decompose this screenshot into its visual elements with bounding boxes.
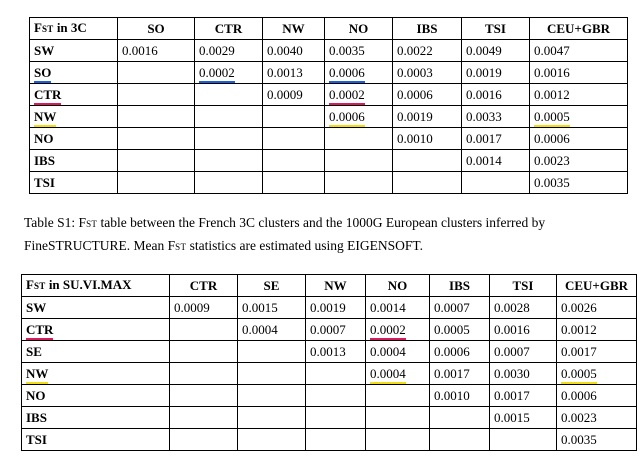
fst-cell: [263, 106, 325, 128]
table-body: [22, 297, 637, 451]
table-row: [22, 341, 637, 363]
highlighted-fst-value: 0.0002: [329, 86, 365, 105]
row-label: [22, 429, 170, 451]
fst-cell: [393, 106, 462, 128]
fst-cell: [306, 407, 366, 429]
fst-cell: [306, 363, 366, 385]
fst-cell: [366, 341, 430, 363]
underlined-row-label: SO: [34, 64, 51, 83]
row-label-text: TSI: [34, 174, 55, 190]
fst-cell: [530, 84, 628, 106]
fst-cell: [306, 429, 366, 451]
fst-cell: [462, 128, 530, 150]
fst-cell: [490, 297, 557, 319]
row-label: [22, 297, 170, 319]
fst-value: 0.0023: [534, 152, 570, 168]
fst-cell: [462, 172, 530, 194]
fst-cell: [195, 150, 263, 172]
table-row: [22, 363, 637, 385]
fst-cell: [530, 62, 628, 84]
fst-cell: [118, 128, 195, 150]
fst-cell: [170, 319, 238, 341]
underlined-row-label: NW: [34, 108, 56, 127]
table-corner-label: FST in 3C: [30, 18, 118, 40]
row-label: [30, 62, 118, 84]
table-row: [22, 297, 637, 319]
column-header: CTR: [170, 275, 238, 297]
row-label: [30, 40, 118, 62]
fst-value: 0.0009: [174, 299, 210, 315]
fst-cell: [366, 429, 430, 451]
fst-value: 0.0006: [561, 387, 597, 403]
table-row: [22, 319, 637, 341]
fst-cell: [238, 429, 306, 451]
fst-cell: [263, 128, 325, 150]
fst-cell: [393, 172, 462, 194]
row-label: [30, 128, 118, 150]
fst-cell: [430, 407, 490, 429]
fst-value: 0.0033: [466, 108, 502, 124]
fst-cell: [490, 363, 557, 385]
fst-cell: [306, 385, 366, 407]
fst-value: 0.0040: [267, 42, 303, 58]
fst-value: 0.0017: [494, 387, 530, 403]
fst-cell: [462, 62, 530, 84]
fst-value: 0.0017: [434, 365, 470, 381]
fst-cell: [393, 40, 462, 62]
fst-cell: [118, 106, 195, 128]
fst-cell: [430, 385, 490, 407]
row-label: [22, 319, 170, 341]
fst-cell: [195, 128, 263, 150]
fst-cell: [263, 150, 325, 172]
fst-cell: [366, 297, 430, 319]
table-corner-label: FST in SU.VI.MAX: [22, 275, 170, 297]
fst-cell: [238, 363, 306, 385]
table-row: [30, 62, 628, 84]
fst-cell: [263, 172, 325, 194]
fst-cell: [170, 407, 238, 429]
fst-cell: [263, 62, 325, 84]
fst-cell: [238, 341, 306, 363]
fst-value: 0.0007: [434, 299, 470, 315]
fst-value: 0.0006: [534, 130, 570, 146]
column-header: TSI: [462, 18, 530, 40]
fst-cell: [118, 40, 195, 62]
table-row: [30, 106, 628, 128]
fst-cell: [557, 363, 637, 385]
row-label: [30, 106, 118, 128]
fst-cell: [462, 150, 530, 172]
column-header: TSI: [490, 275, 557, 297]
row-label-text: TSI: [26, 431, 47, 447]
row-label-text: SW: [26, 299, 47, 315]
fst-cell: [306, 297, 366, 319]
fst-cell: [462, 40, 530, 62]
underlined-row-label: CTR: [26, 321, 53, 340]
column-header: IBS: [430, 275, 490, 297]
table-row: [22, 429, 637, 451]
column-header: CTR: [195, 18, 263, 40]
highlighted-fst-value: 0.0002: [370, 321, 406, 340]
row-label: [22, 407, 170, 429]
fst-cell: [238, 407, 306, 429]
table-row: [30, 128, 628, 150]
column-header: NW: [263, 18, 325, 40]
table-header: [22, 275, 637, 297]
fst-cell: [170, 297, 238, 319]
fst-cell: [325, 172, 393, 194]
fst-cell: [195, 84, 263, 106]
fst-value: 0.0004: [370, 343, 406, 359]
fst-value: 0.0016: [534, 64, 570, 80]
fst-cell: [530, 40, 628, 62]
fst-value: 0.0013: [310, 343, 346, 359]
fst-cell: [490, 407, 557, 429]
fst-value: 0.0049: [466, 42, 502, 58]
fst-cell: [170, 429, 238, 451]
fst-cell: [430, 363, 490, 385]
fst-value: 0.0015: [494, 409, 530, 425]
fst-cell: [430, 429, 490, 451]
fst-cell: [530, 128, 628, 150]
fst-value: 0.0004: [242, 321, 278, 337]
fst-cell: [366, 363, 430, 385]
fst-cell: [118, 172, 195, 194]
row-label-text: IBS: [26, 409, 47, 425]
fst-value: 0.0007: [310, 321, 346, 337]
fst-cell: [263, 84, 325, 106]
highlighted-fst-value: 0.0006: [329, 64, 365, 83]
fst-cell: [557, 407, 637, 429]
fst-table-suvimax: [21, 274, 637, 451]
fst-value: 0.0012: [561, 321, 597, 337]
fst-value: 0.0023: [561, 409, 597, 425]
row-label-text: SW: [34, 42, 55, 58]
fst-cell: [118, 62, 195, 84]
table-header-row: [22, 275, 637, 297]
fst-cell: [557, 297, 637, 319]
underlined-row-label: NW: [26, 365, 48, 384]
fst-cell: [430, 297, 490, 319]
fst-cell: [306, 319, 366, 341]
fst-value: 0.0016: [466, 86, 502, 102]
fst-value: 0.0006: [434, 343, 470, 359]
fst-cell: [325, 62, 393, 84]
fst-cell: [263, 40, 325, 62]
fst-value: 0.0047: [534, 42, 570, 58]
fst-value: 0.0016: [122, 42, 158, 58]
fst-cell: [325, 40, 393, 62]
fst-cell: [430, 319, 490, 341]
fst-cell: [366, 385, 430, 407]
row-label-text: SE: [26, 343, 42, 359]
fst-cell: [195, 106, 263, 128]
column-header: IBS: [393, 18, 462, 40]
fst-value: 0.0017: [466, 130, 502, 146]
fst-cell: [530, 106, 628, 128]
table-header-row: [30, 18, 628, 40]
fst-value: 0.0019: [397, 108, 433, 124]
row-label: [30, 172, 118, 194]
fst-cell: [366, 319, 430, 341]
table-header: [30, 18, 628, 40]
column-header: CEU+GBR: [557, 275, 637, 297]
fst-cell: [238, 385, 306, 407]
fst-value: 0.0022: [397, 42, 433, 58]
fst-cell: [325, 150, 393, 172]
fst-value: 0.0015: [242, 299, 278, 315]
fst-value: 0.0030: [494, 365, 530, 381]
row-label-text: IBS: [34, 152, 55, 168]
fst-value: 0.0029: [199, 42, 235, 58]
fst-cell: [195, 172, 263, 194]
underlined-row-label: CTR: [34, 86, 61, 105]
fst-cell: [195, 40, 263, 62]
fst-cell: [557, 341, 637, 363]
table-row: [30, 150, 628, 172]
fst-cell: [557, 385, 637, 407]
fst-cell: [170, 341, 238, 363]
row-label: [22, 385, 170, 407]
row-label: [30, 150, 118, 172]
fst-value: 0.0019: [310, 299, 346, 315]
table-row: [22, 385, 637, 407]
fst-value: 0.0006: [397, 86, 433, 102]
highlighted-fst-value: 0.0002: [199, 64, 235, 83]
row-label: [22, 341, 170, 363]
fst-value: 0.0026: [561, 299, 597, 315]
fst-cell: [170, 363, 238, 385]
fst-cell: [393, 150, 462, 172]
fst-value: 0.0035: [329, 42, 365, 58]
fst-value: 0.0003: [397, 64, 433, 80]
fst-value: 0.0035: [561, 431, 597, 447]
table-row: [22, 407, 637, 429]
fst-value: 0.0012: [534, 86, 570, 102]
fst-cell: [530, 172, 628, 194]
fst-cell: [557, 429, 637, 451]
fst-value: 0.0009: [267, 86, 303, 102]
fst-cell: [238, 319, 306, 341]
fst-cell: [366, 407, 430, 429]
fst-value: 0.0014: [466, 152, 502, 168]
fst-cell: [393, 128, 462, 150]
fst-value: 0.0005: [434, 321, 470, 337]
fst-table-3c: [29, 17, 628, 194]
fst-cell: [490, 341, 557, 363]
fst-value: 0.0010: [397, 130, 433, 146]
table-caption: Table S1: FST table between the French 3C clusters and the 1000G European clusters inferred by FineSTRUCTURE. Mean FST statistics are estimated using EIGENSOFT.: [24, 215, 546, 253]
fst-cell: [462, 106, 530, 128]
row-label: [30, 84, 118, 106]
table-row: [30, 40, 628, 62]
fst-cell: [393, 84, 462, 106]
fst-value: 0.0035: [534, 174, 570, 190]
fst-value: 0.0028: [494, 299, 530, 315]
fst-cell: [195, 62, 263, 84]
fst-cell: [325, 128, 393, 150]
row-label-text: NO: [26, 387, 46, 403]
fst-value: 0.0019: [466, 64, 502, 80]
highlighted-fst-value: 0.0006: [329, 108, 365, 127]
column-header: NO: [325, 18, 393, 40]
row-label: [22, 363, 170, 385]
highlighted-fst-value: 0.0005: [534, 108, 570, 127]
column-header: CEU+GBR: [530, 18, 628, 40]
row-label-text: NO: [34, 130, 54, 146]
fst-cell: [530, 150, 628, 172]
table-row: [30, 84, 628, 106]
fst-value: 0.0007: [494, 343, 530, 359]
fst-cell: [462, 84, 530, 106]
fst-cell: [325, 106, 393, 128]
table-row: [30, 172, 628, 194]
fst-value: 0.0016: [494, 321, 530, 337]
fst-cell: [170, 385, 238, 407]
highlighted-fst-value: 0.0005: [561, 365, 597, 384]
fst-cell: [118, 84, 195, 106]
fst-cell: [557, 319, 637, 341]
column-header: SO: [118, 18, 195, 40]
fst-value: 0.0013: [267, 64, 303, 80]
fst-cell: [325, 84, 393, 106]
column-header: NW: [306, 275, 366, 297]
fst-cell: [306, 341, 366, 363]
fst-cell: [490, 319, 557, 341]
fst-cell: [238, 297, 306, 319]
fst-cell: [430, 341, 490, 363]
fst-value: 0.0014: [370, 299, 406, 315]
highlighted-fst-value: 0.0004: [370, 365, 406, 384]
fst-cell: [490, 429, 557, 451]
fst-cell: [490, 385, 557, 407]
column-header: SE: [238, 275, 306, 297]
column-header: NO: [366, 275, 430, 297]
fst-cell: [118, 150, 195, 172]
fst-cell: [393, 62, 462, 84]
fst-value: 0.0010: [434, 387, 470, 403]
table-body: [30, 40, 628, 194]
fst-value: 0.0017: [561, 343, 597, 359]
